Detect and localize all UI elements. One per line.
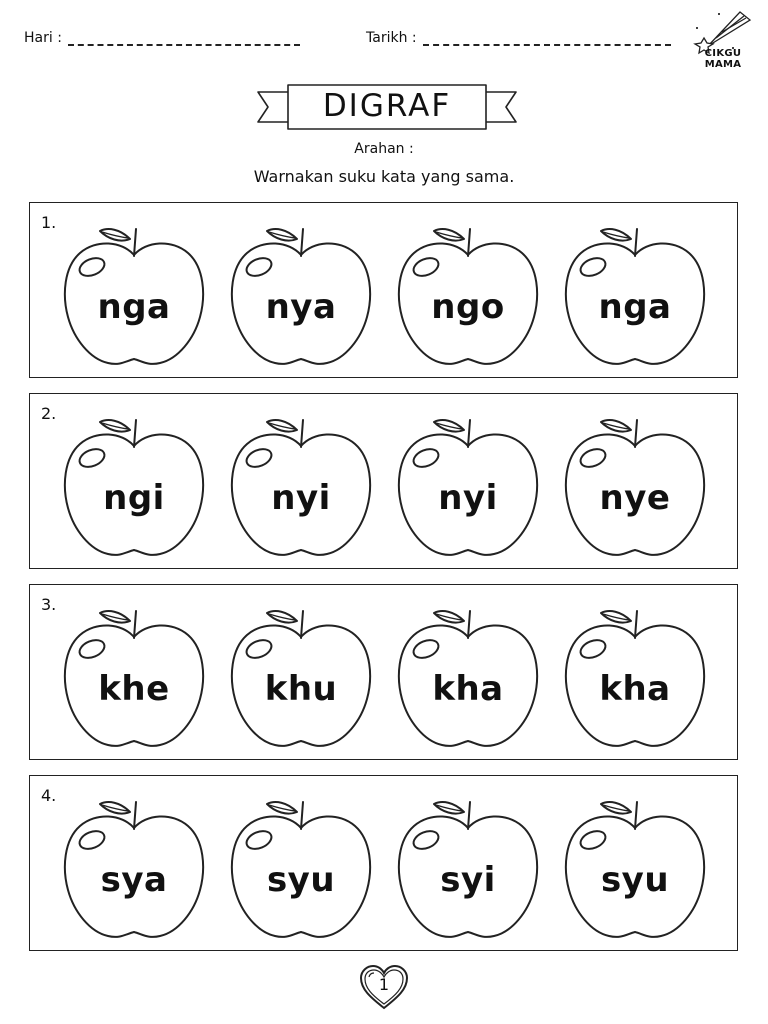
- hari-field: [24, 30, 300, 46]
- apple-item[interactable]: [394, 798, 542, 942]
- hari-label: Hari :: [24, 30, 62, 46]
- apple-item[interactable]: [561, 416, 709, 560]
- syllable-label: nye: [599, 478, 671, 518]
- syllable-label: kha: [599, 669, 671, 709]
- question-box-1: [29, 202, 738, 378]
- syllable-label: sya: [100, 860, 168, 900]
- instructions-label: Arahan :: [354, 141, 414, 157]
- logo-text: CIKGU MAMA: [704, 48, 742, 70]
- question-number: 3.: [41, 595, 57, 614]
- apple-item[interactable]: [227, 416, 375, 560]
- cikgu-mama-logo: [688, 8, 758, 70]
- question-number: 1.: [41, 213, 57, 232]
- question-box-4: [29, 775, 738, 951]
- syllable-label: nyi: [271, 478, 331, 518]
- apple-item[interactable]: [227, 607, 375, 751]
- instructions-text: Warnakan suku kata yang sama.: [253, 167, 515, 186]
- syllable-label: nya: [265, 287, 337, 327]
- hari-blank-line: [68, 34, 300, 46]
- apple-item[interactable]: [227, 798, 375, 942]
- apple-item[interactable]: [394, 416, 542, 560]
- syllable-label: ngo: [431, 287, 505, 327]
- apple-item[interactable]: [394, 607, 542, 751]
- apple-item[interactable]: [561, 798, 709, 942]
- syllable-label: kha: [432, 669, 504, 709]
- page-number-heart: [358, 963, 410, 1011]
- syllable-label: khu: [264, 669, 338, 709]
- syllable-label: nga: [97, 287, 171, 327]
- syllable-label: nga: [598, 287, 672, 327]
- syllable-label: ngi: [103, 478, 165, 518]
- apple-item[interactable]: [227, 225, 375, 369]
- apple-item[interactable]: [60, 607, 208, 751]
- syllable-label: syu: [266, 860, 336, 900]
- question-box-3: [29, 584, 738, 760]
- apple-item[interactable]: [60, 225, 208, 369]
- syllable-label: nyi: [438, 478, 498, 518]
- question-box-2: [29, 393, 738, 569]
- page-number: 1: [378, 975, 390, 994]
- page-title: DIGRAF: [322, 88, 452, 124]
- question-number: 2.: [41, 404, 57, 423]
- question-number: 4.: [41, 786, 57, 805]
- title-banner: [256, 82, 518, 134]
- apple-item[interactable]: [60, 416, 208, 560]
- apple-item[interactable]: [561, 225, 709, 369]
- apple-item[interactable]: [60, 798, 208, 942]
- apple-item[interactable]: [394, 225, 542, 369]
- syllable-label: syu: [600, 860, 670, 900]
- tarikh-field: [366, 30, 671, 46]
- syllable-label: syi: [440, 860, 496, 900]
- tarikh-blank-line: [423, 34, 671, 46]
- tarikh-label: Tarikh :: [366, 30, 417, 46]
- apple-item[interactable]: [561, 607, 709, 751]
- syllable-label: khe: [98, 669, 170, 709]
